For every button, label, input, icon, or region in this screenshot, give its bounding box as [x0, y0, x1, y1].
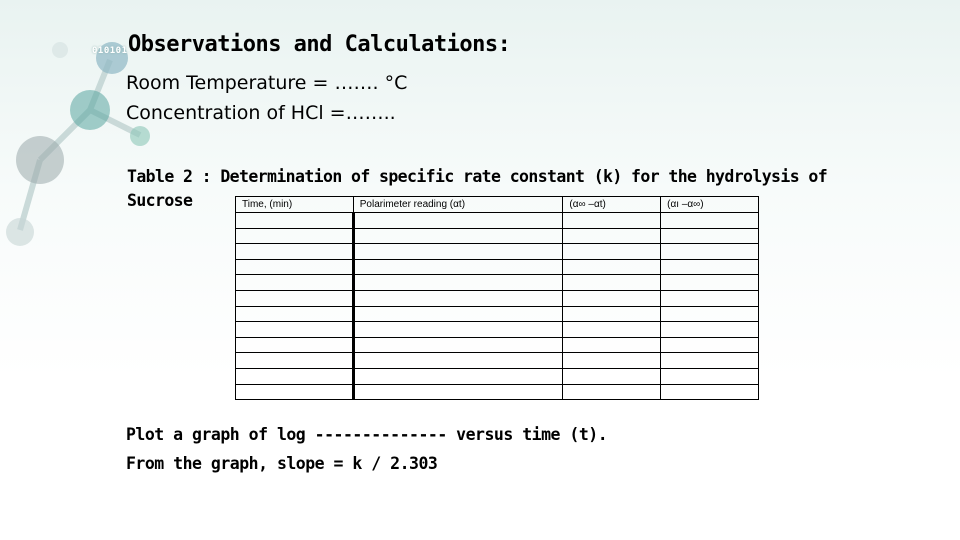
table-cell	[236, 322, 354, 338]
table-row	[236, 337, 759, 353]
table-cell	[563, 353, 661, 369]
table-cell	[236, 337, 354, 353]
table-cell	[661, 306, 759, 322]
table-cell	[236, 368, 354, 384]
table-cell	[661, 213, 759, 229]
table-cell	[563, 322, 661, 338]
table-cell	[236, 244, 354, 260]
table-cell	[353, 322, 563, 338]
table-cell	[353, 306, 563, 322]
table-cell	[661, 275, 759, 291]
graph-instructions	[126, 420, 607, 478]
table-row	[236, 259, 759, 275]
table-row	[236, 228, 759, 244]
binary-decoration: 010101	[92, 46, 128, 56]
table-cell	[661, 368, 759, 384]
table-cell	[661, 290, 759, 306]
table-row	[236, 244, 759, 260]
slide-title: Observations and Calculations:	[128, 32, 511, 57]
table-cell	[353, 275, 563, 291]
table-cell	[563, 213, 661, 229]
table-cell	[563, 306, 661, 322]
table-row	[236, 275, 759, 291]
table-row	[236, 213, 759, 229]
table-row	[236, 322, 759, 338]
table-cell	[563, 244, 661, 260]
header-polarimeter-reading: Polarimeter reading (αt)	[353, 197, 563, 213]
header-alpha-1-minus-alpha-inf: (αı –α∞)	[661, 197, 759, 213]
table-cell	[236, 306, 354, 322]
table-cell	[661, 384, 759, 400]
table-cell	[353, 290, 563, 306]
slope-note: From the graph, slope = k / 2.303	[126, 454, 438, 473]
table-cell	[661, 244, 759, 260]
table-cell	[236, 275, 354, 291]
table-row	[236, 353, 759, 369]
table-cell	[353, 228, 563, 244]
table-cell	[236, 290, 354, 306]
table-caption: Table 2 : Determination of specific rate constant (k) for the hydrolysis of Sucrose	[127, 167, 828, 210]
table-cell	[236, 213, 354, 229]
table-row	[236, 306, 759, 322]
table-cell	[353, 368, 563, 384]
header-time: Time, (min)	[236, 197, 354, 213]
table-cell	[353, 384, 563, 400]
table-cell	[236, 259, 354, 275]
table-cell	[236, 228, 354, 244]
table-cell	[353, 213, 563, 229]
table-cell	[661, 228, 759, 244]
table-cell	[661, 259, 759, 275]
observation-table	[235, 196, 759, 400]
hcl-concentration-line: Concentration of HCl =……..	[126, 102, 396, 124]
table-cell	[353, 259, 563, 275]
header-alpha-inf-minus-alpha-t: (α∞ –αt)	[563, 197, 661, 213]
room-temperature-line: Room Temperature = ……. °C	[126, 72, 408, 94]
table-row	[236, 368, 759, 384]
table-cell	[563, 384, 661, 400]
table-row	[236, 290, 759, 306]
table-cell	[236, 384, 354, 400]
table-cell	[353, 353, 563, 369]
table-cell	[353, 337, 563, 353]
table-cell	[563, 368, 661, 384]
table-header-row	[236, 197, 759, 213]
table-cell	[661, 322, 759, 338]
table-body	[236, 213, 759, 400]
table-cell	[661, 337, 759, 353]
table-cell	[236, 353, 354, 369]
table-cell	[353, 244, 563, 260]
table-cell	[563, 259, 661, 275]
table-cell	[661, 353, 759, 369]
table-row	[236, 384, 759, 400]
table-cell	[563, 290, 661, 306]
plot-instruction: Plot a graph of log -------------- versus time (t).	[126, 425, 608, 444]
table-cell	[563, 228, 661, 244]
table-cell	[563, 337, 661, 353]
table-cell	[563, 275, 661, 291]
